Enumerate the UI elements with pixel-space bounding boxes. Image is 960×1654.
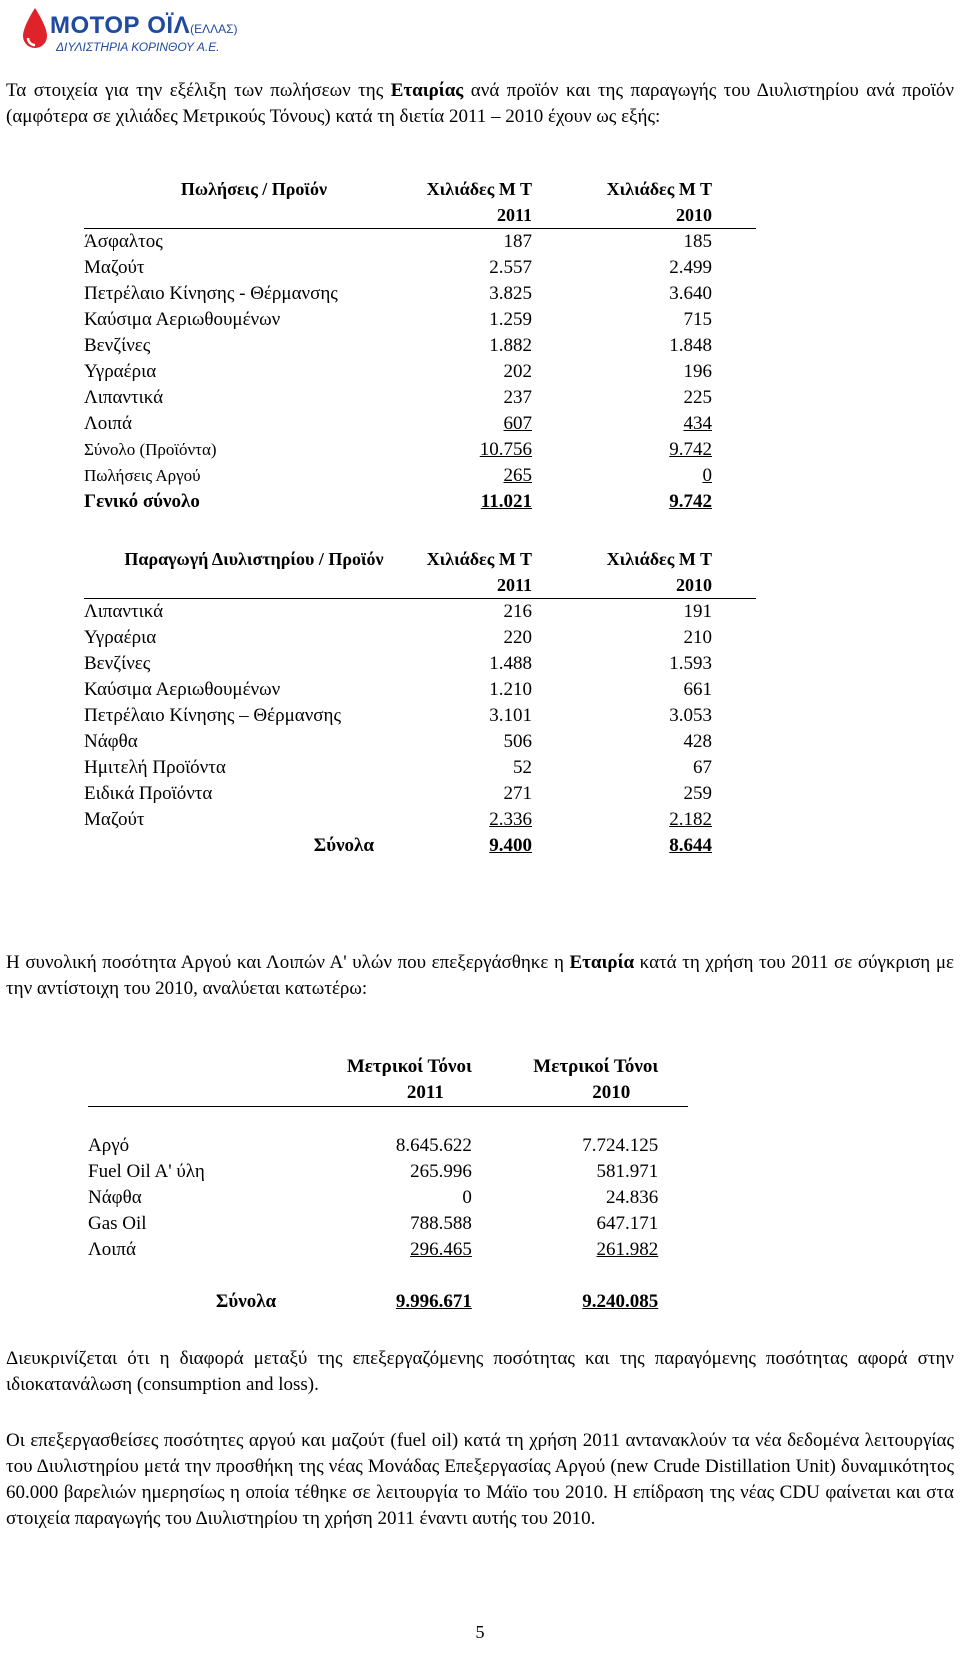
- sales-crude-2010: 0: [702, 465, 712, 486]
- raw-row-label: Λοιπά: [88, 1239, 136, 1260]
- sales-row-label: Υγραέρια: [84, 361, 157, 382]
- production-row: [84, 781, 756, 807]
- raw-row: [88, 1211, 688, 1237]
- production-row-2011: 52: [513, 757, 532, 778]
- raw-total-2011: 9.996.671: [395, 1291, 472, 1312]
- raw-row-label: Αργό: [88, 1135, 130, 1156]
- sales-row-label: Λοιπά: [84, 413, 132, 434]
- production-col2-year: 2010: [532, 572, 712, 599]
- sales-row: [84, 229, 756, 256]
- sales-total-2011: 11.021: [480, 491, 532, 512]
- raw-row: [88, 1237, 688, 1263]
- sales-row-2011: 187: [503, 231, 532, 252]
- raw-col1-title: Μετρικοί Τόνοι: [346, 1056, 472, 1077]
- production-row: [84, 599, 756, 626]
- sales-row-2011: 607: [503, 413, 532, 434]
- sales-row-2011: 2.557: [489, 257, 532, 278]
- sales-row-label: Άσφαλτος: [84, 231, 163, 252]
- raw-row-2011: 265.996: [410, 1161, 472, 1182]
- sales-row-2011: 1.259: [489, 309, 532, 330]
- production-total-label: Σύνολα: [313, 835, 374, 856]
- raw-col2-title: Μετρικοί Τόνοι: [533, 1056, 659, 1077]
- sales-row-2011: 237: [503, 387, 532, 408]
- production-row-label: Πετρέλαιο Κίνησης – Θέρμανσης: [84, 705, 342, 726]
- sales-header-label: Πωλήσεις / Προϊόν: [180, 179, 328, 199]
- production-row-label: Νάφθα: [84, 731, 138, 752]
- raw-row-2010: 647.171: [596, 1213, 659, 1234]
- sales-total-2010: 9.742: [669, 491, 712, 512]
- raw-row-label: Gas Oil: [88, 1213, 147, 1234]
- sales-row-2011: 1.882: [489, 335, 532, 356]
- raw-row-2011: 788.588: [410, 1213, 472, 1234]
- production-row-label: Βενζίνες: [84, 653, 151, 674]
- production-row-2011: 1.488: [489, 653, 532, 674]
- production-row-2011: 506: [503, 731, 532, 752]
- production-row-2010: 428: [683, 731, 712, 752]
- sales-row-2010: 185: [683, 231, 712, 252]
- company-subtitle: ΔΙΥΛΙΣΤΗΡΙΑ ΚΟΡΙΝΘΟΥ Α.Ε.: [56, 40, 220, 54]
- production-row-2010: 661: [683, 679, 712, 700]
- sales-row: [84, 385, 756, 411]
- production-row-label: Καύσιμα Αεριωθουμένων: [84, 679, 281, 700]
- production-row-label: Ειδικά Προϊόντα: [84, 783, 213, 804]
- sales-row-label: Καύσιμα Αεριωθουμένων: [84, 309, 281, 330]
- production-row-label: Μαζούτ: [84, 809, 145, 830]
- sales-subtotal-2011: 10.756: [479, 439, 532, 460]
- sales-row: [84, 255, 756, 281]
- production-row-2010: 210: [683, 627, 712, 648]
- production-total-row: [84, 833, 756, 859]
- company-logo: [20, 4, 238, 56]
- production-row-2010: 191: [683, 601, 712, 622]
- production-row-2010: 259: [683, 783, 712, 804]
- sales-row-2010: 3.640: [669, 283, 712, 304]
- production-header-label: Παραγωγή Διυλιστηρίου / Προϊόν: [124, 549, 384, 569]
- sales-row-label: Πετρέλαιο Κίνησης - Θέρμανσης: [84, 283, 338, 304]
- sales-row: [84, 281, 756, 307]
- production-row-label: Υγραέρια: [84, 627, 157, 648]
- production-row-2011: 3.101: [489, 705, 532, 726]
- raw-row-2010: 261.982: [596, 1239, 659, 1260]
- production-row-2011: 271: [503, 783, 532, 804]
- sales-col2-year: 2010: [532, 202, 712, 229]
- raw-row-2011: 0: [462, 1187, 472, 1208]
- sales-row-2010: 196: [683, 361, 712, 382]
- sales-col1-year: 2011: [424, 202, 532, 229]
- sales-row-2010: 715: [683, 309, 712, 330]
- production-row-2011: 220: [503, 627, 532, 648]
- sales-row-2010: 225: [683, 387, 712, 408]
- production-row-2010: 1.593: [669, 653, 712, 674]
- raw-col1-year: 2011: [286, 1080, 472, 1107]
- production-total-2010: 8.644: [669, 835, 712, 856]
- sales-row-2011: 3.825: [489, 283, 532, 304]
- production-row-2011: 2.336: [489, 809, 532, 830]
- raw-row-2010: 581.971: [596, 1161, 659, 1182]
- production-row-label: Λιπαντικά: [84, 601, 164, 622]
- production-row: [84, 703, 756, 729]
- raw-total-2010: 9.240.085: [582, 1291, 659, 1312]
- sales-table: [84, 176, 756, 515]
- raw-row-label: Νάφθα: [88, 1187, 142, 1208]
- sales-row: [84, 359, 756, 385]
- production-row-2010: 3.053: [669, 705, 712, 726]
- sales-row-label: Μαζούτ: [84, 257, 145, 278]
- sales-col1-title: Χιλιάδες Μ Τ: [426, 179, 532, 199]
- sales-crude-row: [84, 463, 756, 489]
- raw-row-label: Fuel Oil A' ύλη: [88, 1161, 205, 1182]
- raw-materials-table: [88, 1054, 688, 1315]
- production-total-2011: 9.400: [489, 835, 532, 856]
- raw-materials-paragraph: Η συνολική ποσότητα Αργού και Λοιπών Α' υλών που επεξεργάσθηκε η Εταιρία κατά τη χρήση του 2011 σε σύγκριση με την αντίστοιχη του 2010, αναλύεται κατωτέρω:: [6, 952, 955, 999]
- sales-row-2010: 1.848: [669, 335, 712, 356]
- production-col1-year: 2011: [424, 572, 532, 599]
- raw-row: [88, 1133, 688, 1159]
- sales-row-2010: 434: [683, 413, 712, 434]
- raw-row: [88, 1159, 688, 1185]
- raw-row-2010: 7.724.125: [582, 1135, 659, 1156]
- production-row: [84, 677, 756, 703]
- production-row: [84, 625, 756, 651]
- production-row: [84, 729, 756, 755]
- sales-row-2010: 2.499: [669, 257, 712, 278]
- raw-row: [88, 1185, 688, 1211]
- sales-crude-label: Πωλήσεις Αργού: [84, 466, 201, 485]
- raw-col2-year: 2010: [472, 1080, 658, 1107]
- sales-subtotal-2010: 9.742: [669, 439, 712, 460]
- sales-row: [84, 333, 756, 359]
- raw-row-2011: 296.465: [410, 1239, 472, 1260]
- production-table: [84, 546, 756, 859]
- sales-row-2011: 202: [503, 361, 532, 382]
- production-col2-title: Χιλιάδες Μ Τ: [606, 549, 712, 569]
- raw-total-label: Σύνολα: [215, 1291, 277, 1312]
- production-row-2011: 216: [503, 601, 532, 622]
- intro-paragraph: Τα στοιχεία για την εξέλιξη των πωλήσεων της Εταιρίας ανά προϊόν και της παραγωγής του Διυλιστηρίου ανά προϊόν (αμφότερα σε χιλιάδες Μετρικούς Τόνους) κατά τη διετία 2011 – 2010 έχουν ως εξής:: [6, 80, 954, 127]
- page-number: 5: [475, 1622, 485, 1642]
- sales-row-label: Λιπαντικά: [84, 387, 164, 408]
- raw-total-row: [88, 1289, 688, 1315]
- production-row: [84, 651, 756, 677]
- sales-total-row: [84, 489, 756, 515]
- raw-row-2011: 8.645.622: [395, 1135, 472, 1156]
- production-col1-title: Χιλιάδες Μ Τ: [426, 549, 532, 569]
- sales-col2-title: Χιλιάδες Μ Τ: [606, 179, 712, 199]
- production-row: [84, 755, 756, 781]
- sales-subtotal-row: [84, 437, 756, 463]
- sales-row: [84, 307, 756, 333]
- production-row-2010: 67: [693, 757, 712, 778]
- sales-crude-2011: 265: [503, 465, 532, 486]
- production-row-2010: 2.182: [669, 809, 712, 830]
- sales-total-label: Γενικό σύνολο: [84, 491, 200, 512]
- note-consumption: Διευκρινίζεται ότι η διαφορά μεταξύ της επεξεργαζόμενης ποσότητας και της παραγόμενης ποσότητας αφορά στην ιδιοκατανάλωση (consumption and loss).: [6, 1348, 954, 1395]
- company-name: ΜΟΤΟΡ ΟΪΛ(ΕΛΛΑΣ): [50, 12, 238, 39]
- raw-row-2010: 24.836: [606, 1187, 659, 1208]
- sales-subtotal-label: Σύνολο (Προϊόντα): [84, 440, 217, 459]
- note-cdu: Οι επεξεργασθείσες ποσότητες αργού και μαζούτ (fuel oil) κατά τη χρήση 2011 αντανακλούν τα νέα δεδομένα λειτουργίας του Διυλιστηρίου μετά την προσθήκη της νέας Μονάδας Επεξεργασίας Αργού (new Crude Distillation Unit) δυναμικότητος 60.000 βαρελιών ημερησίως η οποία τέθηκε σε λειτουργία το Μάϊο του 2010. Η επίδραση της νέας CDU φαίνεται και στα στοιχεία παραγωγής του Διυλιστηρίου τη χρήση 2011 έναντι αυτής του 2010.: [6, 1430, 954, 1529]
- production-row: [84, 807, 756, 833]
- production-row-label: Ημιτελή Προϊόντα: [84, 757, 226, 778]
- production-row-2011: 1.210: [489, 679, 532, 700]
- sales-row-label: Βενζίνες: [84, 335, 151, 356]
- sales-row: [84, 411, 756, 437]
- oil-drop-icon: [20, 6, 50, 52]
